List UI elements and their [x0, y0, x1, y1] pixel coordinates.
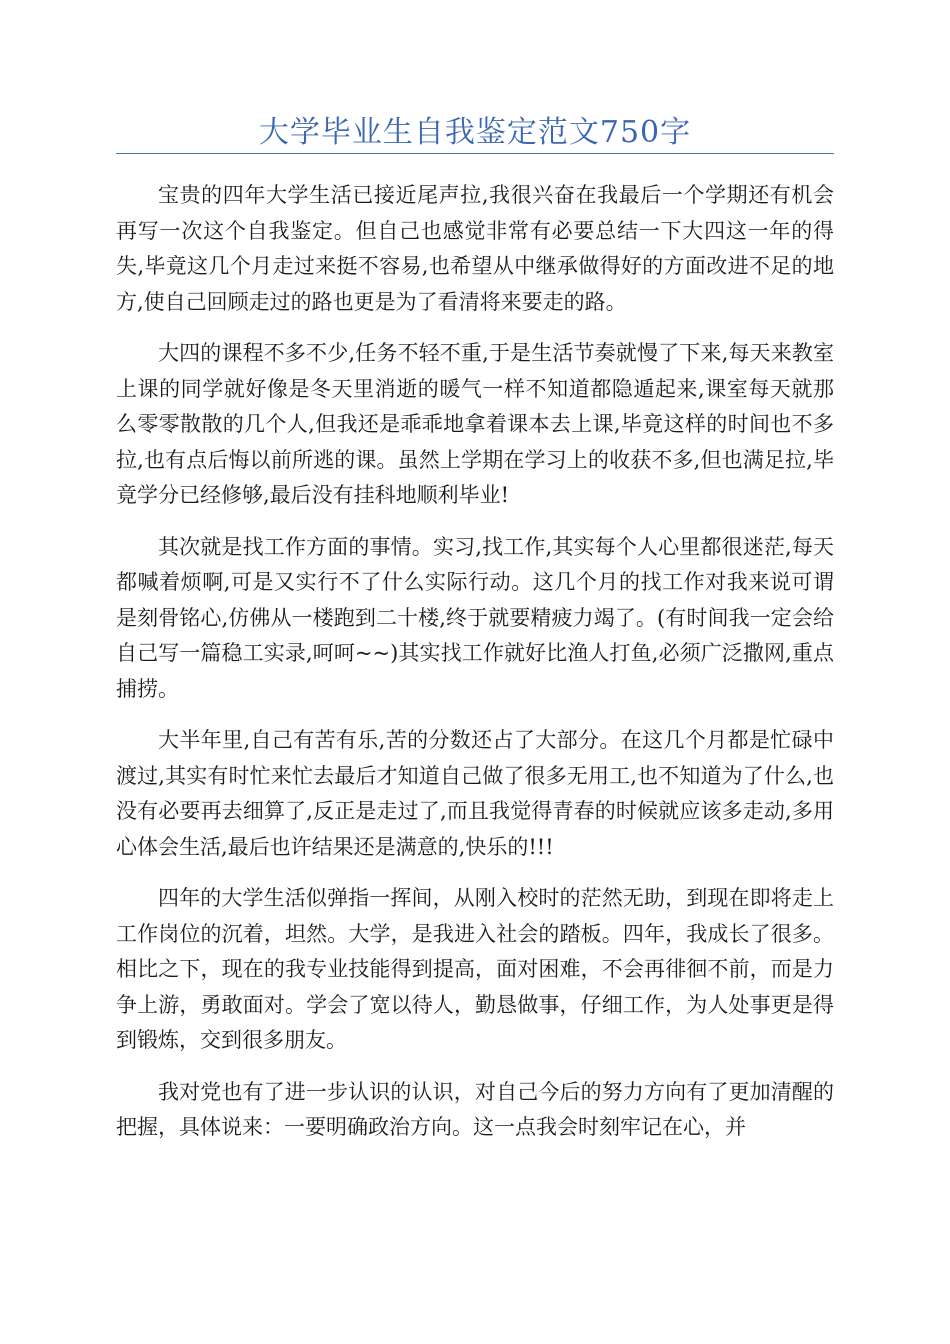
- title-underline-divider: [116, 153, 834, 154]
- document-body: [116, 178, 834, 1162]
- document-title: 大学毕业生自我鉴定范文750字: [258, 115, 692, 150]
- paragraph: 大半年里,自己有苦有乐,苦的分数还占了大部分。在这几个月都是忙碌中渡过,其实有时忙来忙去最后才知道自己做了很多无用工,也不知道为了什么,也没有必要再去细算了,反正是走过了,而且我觉得青春的时候就应该多走动,多用心体会生活,最后也许结果还是满意的,快乐的!!!: [116, 728, 834, 859]
- paragraph: 其次就是找工作方面的事情。实习,找工作,其实每个人心里都很迷茫,每天都喊着烦啊,可是又实行不了什么实际行动。这几个月的找工作对我来说可谓是刻骨铭心,仿佛从一楼跑到二十楼,终于就要精疲力竭了。(有时间我一定会给自己写一篇稳工实录,呵呵~~)其实找工作就好比渔人打鱼,必须广泛撒网,重点捕捞。: [116, 534, 834, 701]
- paragraph: 宝贵的四年大学生活已接近尾声拉,我很兴奋在我最后一个学期还有机会再写一次这个自我鉴定。但自己也感觉非常有必要总结一下大四这一年的得失,毕竟这几个月走过来挺不容易,也希望从中继承做得好的方面改进不足的地方,使自己回顾走过的路也更是为了看清将来要走的路。: [116, 183, 834, 314]
- paragraph: 四年的大学生活似弹指一挥间，从刚入校时的茫然无助，到现在即将走上工作岗位的沉着，坦然。大学，是我进入社会的踏板。四年，我成长了很多。相比之下，现在的我专业技能得到提高，面对困难，不会再徘徊不前，而是力争上游，勇敢面对。学会了宽以待人，勤恳做事，仔细工作，为人处事更是得到锻炼，交到很多朋友。: [116, 886, 834, 1052]
- paragraph: 大四的课程不多不少,任务不轻不重,于是生活节奏就慢了下来,每天来教室上课的同学就好像是冬天里消逝的暖气一样不知道都隐遁起来,课室每天就那么零零散散的几个人,但我还是乖乖地拿着课本去上课,毕竟这样的时间也不多拉,也有点后悔以前所逃的课。虽然上学期在学习上的收获不多,但也满足拉,毕竟学分已经修够,最后没有挂科地顺利毕业!: [116, 341, 834, 507]
- paragraph: 我对党也有了进一步认识的认识，对自己今后的努力方向有了更加清醒的把握，具体说来：一要明确政治方向。这一点我会时刻牢记在心，并: [116, 1079, 834, 1139]
